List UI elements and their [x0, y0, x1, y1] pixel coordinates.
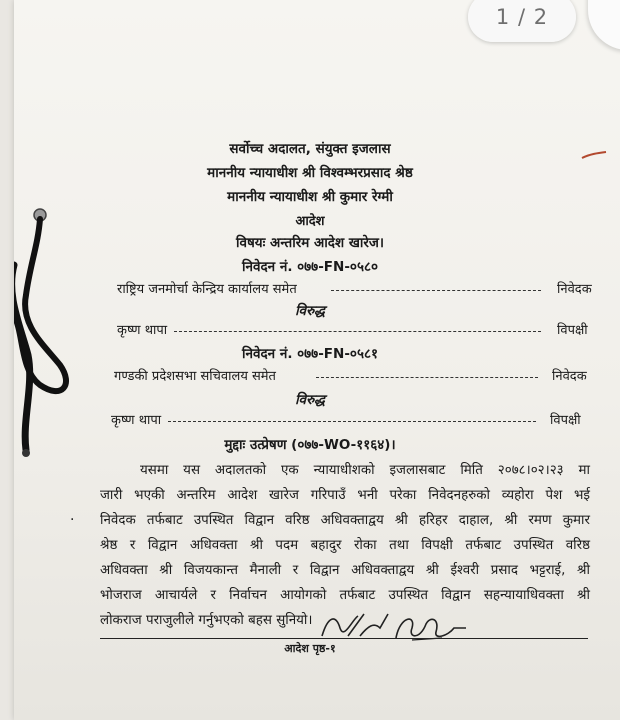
order-title: आदेश [295, 214, 325, 229]
case2-respondent: कृष्ण थापा [111, 413, 162, 428]
case1-petitioner: राष्ट्रिय जनमोर्चा केन्द्रिय कार्यालय समेत [117, 282, 297, 297]
subject-line: विषयः अन्तरिम आदेश खारेज। [235, 235, 385, 251]
case1-versus: विरुद्ध [295, 303, 325, 319]
body-line: श्रेष्ठ र विद्वान अधिवक्ता श्री पदम बहादुर रोका तथा विपक्षी तर्फबाट उपस्थित वरिष्ठ [100, 538, 590, 553]
body-line: भोजराज आचार्यले र निर्वाचन आयोगको तर्फबाट उपस्थित विद्वान सहन्यायाधिवक्ता श्री [100, 588, 590, 603]
dotted-leader [331, 290, 541, 291]
case1-number: निवेदन नं. ०७७-FN-०५८० [241, 259, 379, 275]
page-footer: आदेश पृष्ठ-१ [284, 642, 336, 655]
signature-1 [318, 606, 398, 646]
judge-1: माननीय न्यायाधीश श्री विश्वम्भरप्रसाद श्रेष्ठ [207, 165, 413, 181]
case2-respondent-role: विपक्षी [550, 413, 581, 428]
body-line: अधिवक्ता श्री विजयकान्त मैनाली र विद्वान अधिवक्ताद्वय श्री ईश्वरी प्रसाद भट्टराई, श्री [100, 563, 590, 578]
case2-petitioner-role: निवेदक [552, 369, 587, 384]
stray-dot: · [70, 512, 75, 528]
dotted-leader [174, 331, 541, 332]
body-line: यसमा यस अदालतको एक न्यायाधीशको इजलासबाट मिति २०७८।०२।२३ मा [140, 463, 590, 478]
judge-2: माननीय न्यायाधीश श्री कुमार रेग्मी [227, 189, 393, 205]
footer-rule [100, 638, 588, 639]
case-matter: मुद्दाः उत्प्रेषण (०७७-WO-११६४)। [224, 437, 396, 453]
case2-petitioner: गण्डकी प्रदेशसभा सचिवालय समेत [114, 369, 276, 384]
scanned-document-page [14, 0, 620, 720]
case1-petitioner-role: निवेदक [557, 282, 592, 297]
dotted-leader [316, 377, 538, 378]
body-line: लोकराज पराजुलीले गर्नुभएको बहस सुनियो। [100, 613, 313, 628]
case2-number: निवेदन नं. ०७७-FN-०५८१ [241, 346, 379, 362]
page-indicator: 1 / 2 [468, 0, 576, 42]
dotted-leader [168, 421, 536, 422]
body-line: निवेदक तर्फबाट उपस्थित विद्वान वरिष्ठ अधिवक्ताद्वय श्री हरिहर दाहाल, श्री रमण कुमार [100, 513, 590, 528]
case1-respondent-role: विपक्षी [557, 323, 588, 338]
case1-respondent: कृष्ण थापा [117, 323, 168, 338]
court-title: सर्वोच्च अदालत, संयुक्त इजलास [229, 141, 391, 157]
body-line: जारी भएकी अन्तरिम आदेश खारेज गरिपाउँ भनी परेका निवेदनहरुको व्यहोरा पेश भई [100, 488, 590, 503]
case2-versus: विरुद्ध [295, 392, 325, 408]
